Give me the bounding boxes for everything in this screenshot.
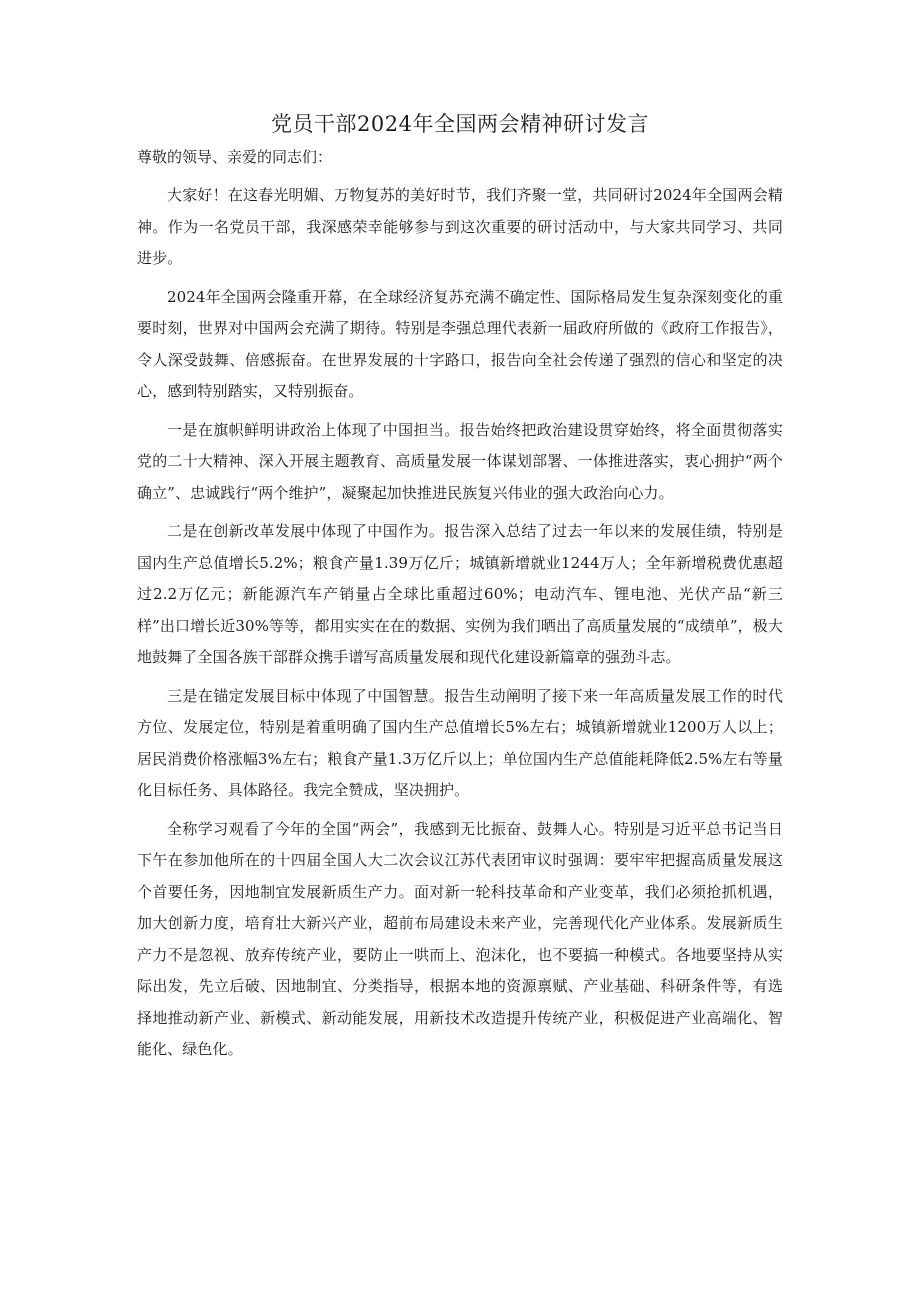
paragraph-reflection: 全称学习观看了今年的全国“两会”，我感到无比振奋、鼓舞人心。特别是习近平总书记当日下午在参加他所在的十四届全国人大二次会议江苏代表团审议时强调：要牢牢把握高质量发展这个首要任务，因地制宜发展新质生产力。面对新一轮科技革命和产业变革，我们必须抢抓机遇，加大创新力度，培育壮大新兴产业，超前布局建设未来产业，完善现代化产业体系。发展新质生产力不是忽视、放弃传统产业，要防止一哄而上、泡沫化，也不要搞一种模式。各地要坚持从实际出发，先立后破、因地制宜、分类指导，根据本地的资源禀赋、产业基础、科研条件等，有选择地推动新产业、新模式、新动能发展，用新技术改造提升传统产业，积极促进产业高端化、智能化、绿色化。 — [137, 819, 783, 1058]
paragraph-point-three: 三是在锚定发展目标中体现了中国智慧。报告生动阐明了接下来一年高质量发展工作的时代方位、发展定位，特别是着重明确了国内生产总值增长5%左右；城镇新增就业1200万人以上；居民消费价格涨幅3%左右；粮食产量1.3万亿斤以上；单位国内生产总值能耗降低2.5%左右等量化目标任务、具体路径。我完全赞成，坚决拥护。 — [137, 686, 783, 799]
paragraph-greeting: 大家好！在这春光明媚、万物复苏的美好时节，我们齐聚一堂，共同研讨2024年全国两会精神。作为一名党员干部，我深感荣幸能够参与到这次重要的研讨活动中，与大家共同学习、共同进步。 — [137, 186, 783, 267]
paragraph-point-two: 二是在创新改革发展中体现了中国作为。报告深入总结了过去一年以来的发展佳绩，特别是国内生产总值增长5.2%；粮食产量1.39万亿斤；城镇新增就业1244万人；全年新增税费优惠超过2.2万亿元；新能源汽车产销量占全球比重超过60%；电动汽车、锂电池、光伏产品“新三样”出口增长近30%等等，都用实实在在的数据、实例为我们晒出了高质量发展的“成绩单”，极大地鼓舞了全国各族干部群众携手谱写高质量发展和现代化建设新篇章的强劲斗志。 — [137, 522, 783, 666]
paragraph-introduction: 2024年全国两会隆重开幕，在全球经济复苏充满不确定性、国际格局发生复杂深刻变化的重要时刻，世界对中国两会充满了期待。特别是李强总理代表新一届政府所做的《政府工作报告》，令人深受鼓舞、倍感振奋。在世界发展的十字路口，报告向全社会传递了强烈的信心和坚定的决心，感到特别踏实，又特别振奋。 — [137, 287, 783, 400]
salutation: 尊敬的领导、亲爱的同志们： — [137, 148, 333, 166]
document-title: 党员干部2024年全国两会精神研讨发言 — [271, 112, 649, 136]
document-body — [137, 142, 783, 1066]
paragraph-point-one: 一是在旗帜鲜明讲政治上体现了中国担当。报告始终把政治建设贯穿始终，将全面贯彻落实党的二十大精神、深入开展主题教育、高质量发展一体谋划部署、一体推进落实，衷心拥护“两个确立”、忠诚践行“两个维护”，凝聚起加快推进民族复兴伟业的强大政治向心力。 — [137, 420, 783, 502]
